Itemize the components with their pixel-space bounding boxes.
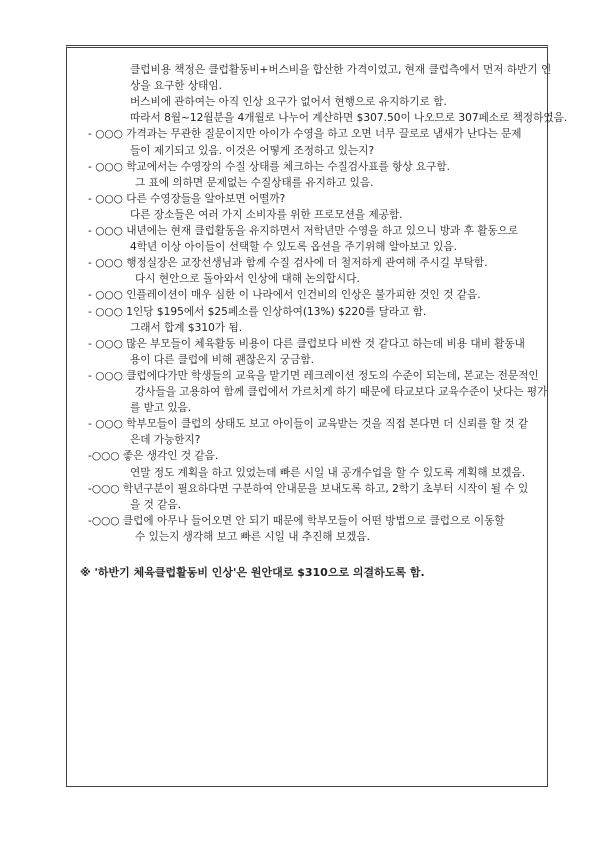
resolution-note: ※ '하반기 체육클럽활동비 인상'은 원안대로 $310으로 의결하도록 함. (80, 566, 425, 579)
minutes-line: 버스비에 관하여는 아직 인상 요구가 없어서 현행으로 유지하기로 함. (130, 96, 447, 109)
minutes-line: - ○○○ 1인당 $195에서 $25페소를 인상하여(13%) $220를 달라고 함. (88, 305, 427, 318)
minutes-line: 다시 현안으로 돌아와서 인상에 대해 논의합시다. (135, 273, 360, 286)
minutes-line: -○○○ 학년구분이 필요하다면 구분하여 안내문을 보내도록 하고, 2학기 초부터 시작이 될 수 있 (88, 482, 529, 495)
minutes-line: 들이 제기되고 있음. 이것은 어떻게 조정하고 있는지? (130, 144, 375, 157)
minutes-line: 그래서 합계 $310가 됨. (130, 321, 243, 334)
minutes-line: -○○○ 클럽에 아무나 들어오면 안 되기 때문에 학부모들이 어떤 방법으로 클럽으로 이동할 (88, 514, 505, 527)
minutes-line: 강사들을 고용하여 함께 클럽에서 가르치게 하기 때문에 타교보다 교육수준이 낫다는 평가 (135, 386, 548, 398)
minutes-line: - ○○○ 다른 수영장들을 알아보면 어떨까? (88, 192, 286, 205)
minutes-line: 다른 장소들은 여러 가지 소비자를 위한 프로모션을 제공함. (130, 208, 403, 221)
minutes-line: 수 있는지 생각해 보고 빠른 시일 내 추진해 보겠음. (135, 530, 370, 543)
minutes-line: 상을 요구한 상태임. (130, 80, 222, 93)
minutes-line: - ○○○ 내년에는 현재 클럽활동을 유지하면서 저학년만 수영을 하고 있으니 방과 후 활동으로 (88, 225, 519, 237)
minutes-line: 따라서 8월~12월분을 4개월로 나누어 계산하면 $307.50이 나오므로 307페소로 책정하였음. (130, 112, 568, 125)
minutes-line: 그 표에 의하면 문제없는 수질상태를 유지하고 있음. (135, 176, 374, 189)
minutes-line: - ○○○ 가격과는 무관한 질문이지만 아이가 수영을 하고 오면 너무 끌로로 냄새가 난다는 문제 (88, 128, 522, 141)
minutes-line: 을 것 같음. (130, 498, 182, 511)
minutes-line: - ○○○ 학교에서는 수영장의 수질 상태를 체크하는 수질검사표를 항상 요구함. (88, 160, 450, 173)
minutes-line: - ○○○ 행정실장은 교장선생님과 함께 수질 검사에 더 철저하게 관여해 주시길 부탁함. (88, 257, 488, 270)
minutes-line: 클럽비용 책정은 클럽활동비+버스비을 합산한 가격이었고, 현재 클럽측에서 먼저 하반기 인 (130, 64, 552, 76)
minutes-line: 를 받고 있음. (130, 402, 192, 415)
minutes-line: 연말 정도 계획을 하고 있었는데 빠른 시일 내 공개수업을 할 수 있도록 계획해 보겠음. (130, 466, 526, 479)
minutes-line: - ○○○ 학부모들이 클럽의 상태도 보고 아이들이 교육받는 것을 직접 본다면 더 신뢰를 할 것 같 (88, 418, 529, 431)
minutes-line: - ○○○ 클럽에다가만 학생들의 교육을 맡기면 레크레이션 정도의 수준이 되는데, 본교는 전문적인 (88, 369, 539, 382)
minutes-line: - ○○○ 많은 부모들이 체육활동 비용이 다른 클럽보다 비싼 것 같다고 하는데 비용 대비 활동내 (88, 337, 525, 350)
minutes-line: - ○○○ 인플레이션이 매우 심한 이 나라에서 인건비의 인상은 불가피한 것인 것 같음. (88, 289, 481, 302)
minutes-line: 은데 가능한지? (130, 434, 201, 447)
minutes-line: -○○○ 좋은 생각인 것 같음. (88, 450, 219, 463)
minutes-line: 용이 다른 클럽에 비해 괜찮은지 궁금함. (130, 353, 314, 366)
minutes-line: 4학년 이상 아이들이 선택할 수 있도록 옵션을 주기위해 알아보고 있음. (130, 241, 457, 254)
